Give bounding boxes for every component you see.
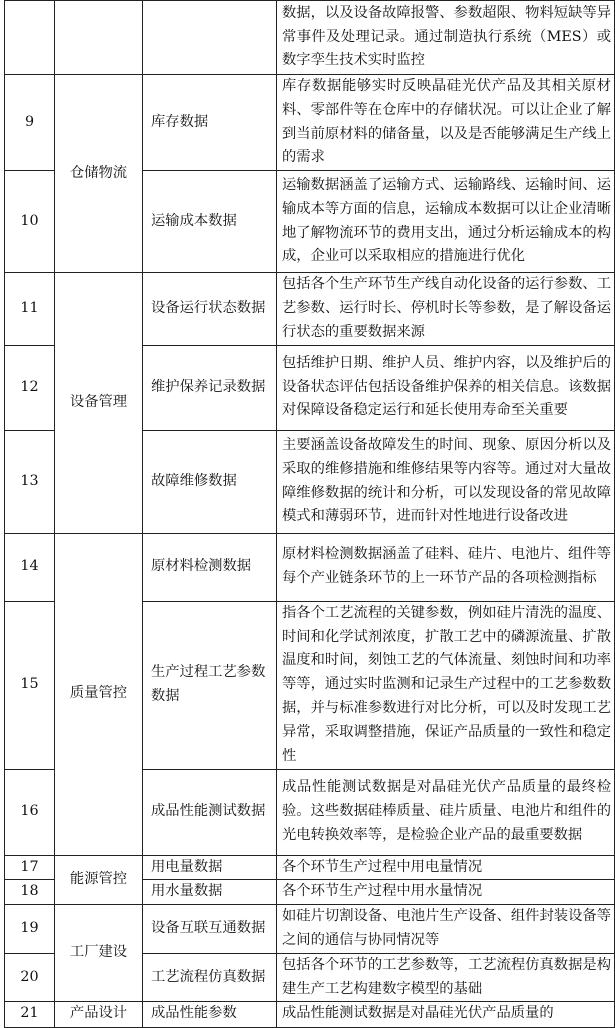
description-cell: 运输数据涵盖了运输方式、运输路线、运输时间、运输成本等方面的信息，运输成本数据可以让企业清晰地了解物流环节的费用支出，通过分析运输成本的构成，企业可以采取相应的措施进行优化: [277, 171, 615, 273]
data-item-cell: 设备互联互通数据: [143, 905, 277, 954]
row-number: 15: [5, 601, 55, 769]
table-row: [5, 905, 615, 954]
table-row: [5, 273, 615, 345]
data-item-cell: 工艺流程仿真数据: [143, 953, 277, 1002]
description-cell: 主要涵盖设备故障发生的时间、现象、原因分析以及采取的维修措施和维修结果等内容等。通过对大量故障维修数据的统计和分析，可以发现设备的常见故障模式和薄弱环节，进而针对性地进行设备改进: [277, 430, 615, 533]
data-item-cell: 运输成本数据: [143, 171, 277, 273]
description-cell: 数据，以及设备故障报警、参数超限、物料短缺等异常事件及处理记录。通过制造执行系统（MES）或数字孪生技术实时监控: [277, 1, 615, 75]
data-item-cell: 生产过程工艺参数数据: [143, 601, 277, 769]
data-category-table: [4, 0, 615, 1028]
table-row: [5, 75, 615, 171]
row-number: 12: [5, 345, 55, 430]
description-cell: 库存数据能够实时反映晶硅光伏产品及其相关原材料、零部件等在仓库中的存储状况。可以让企业了解到当前原材料的储备量，以及是否能够满足生产线上的需求: [277, 75, 615, 171]
table-row: [5, 533, 615, 601]
table-row: [5, 855, 615, 880]
row-number: 16: [5, 769, 55, 855]
data-item-cell: 成品性能参数: [143, 1002, 277, 1028]
description-cell: 指各个工艺流程的关键参数，例如硅片清洗的温度、时间和化学试剂浓度，扩散工艺中的磷源流量、扩散温度和时间，刻蚀工艺的气体流量、刻蚀时间和功率等等，通过实时监测和记录生产过程中的工艺参数数据，并与标准参数进行对比分析，可以及时发现工艺异常，采取调整措施，保证产品质量的一致性和稳定性: [277, 601, 615, 769]
table-row: [5, 1002, 615, 1028]
description-cell: 成品性能测试数据是对晶硅光伏产品质量的最终检验。这些数据硅棒质量、硅片质量、电池片和组件的光电转换效率等，是检验企业产品的最重要数据: [277, 769, 615, 855]
description-cell: 原材料检测数据涵盖了硅料、硅片、电池片、组件等每个产业链条环节的上一环节产品的各项检测指标: [277, 533, 615, 601]
data-item-cell: 设备运行状态数据: [143, 273, 277, 345]
category-cell: 能源管控: [55, 855, 143, 905]
row-number: 9: [5, 75, 55, 171]
data-item-cell: 用水量数据: [143, 880, 277, 905]
description-cell: 包括各个生产环节生产线自动化设备的运行参数、工艺参数、运行时长、停机时长等参数，是了解设备运行状态的重要数据来源: [277, 273, 615, 345]
row-number: 13: [5, 430, 55, 533]
data-item-cell: 成品性能测试数据: [143, 769, 277, 855]
data-item-cell: 故障维修数据: [143, 430, 277, 533]
row-number: 18: [5, 880, 55, 905]
category-cell: 工厂建设: [55, 905, 143, 1002]
data-item-cell: 用电量数据: [143, 855, 277, 880]
description-cell: 包括各个环节的工艺参数等，工艺流程仿真数据是构建生产工艺构建数字模型的基础: [277, 953, 615, 1002]
data-item-cell: 原材料检测数据: [143, 533, 277, 601]
category-cell: 仓储物流: [55, 75, 143, 273]
description-cell: 包括维护日期、维护人员、维护内容，以及维护后的设备状态评估包括设备维护保养的相关信息。该数据对保障设备稳定运行和延长使用寿命至关重要: [277, 345, 615, 430]
description-cell: 成品性能测试数据是对晶硅光伏产品质量的: [277, 1002, 615, 1028]
row-number: 14: [5, 533, 55, 601]
category-cell: 设备管理: [55, 273, 143, 533]
table-row: [5, 1, 615, 75]
row-number: 19: [5, 905, 55, 954]
data-item-cell: [143, 1, 277, 75]
data-item-cell: 库存数据: [143, 75, 277, 171]
category-cell: [55, 1, 143, 75]
description-cell: 如硅片切割设备、电池片生产设备、组件封装设备等之间的通信与协同情况等: [277, 905, 615, 954]
row-number: 20: [5, 953, 55, 1002]
category-cell: 质量管控: [55, 533, 143, 855]
description-cell: 各个环节生产过程中用电量情况: [277, 855, 615, 880]
description-cell: 各个环节生产过程中用水量情况: [277, 880, 615, 905]
row-number: 21: [5, 1002, 55, 1028]
row-number: 11: [5, 273, 55, 345]
data-item-cell: 维护保养记录数据: [143, 345, 277, 430]
row-number: [5, 1, 55, 75]
document-page: [4, 0, 614, 1022]
row-number: 17: [5, 855, 55, 880]
row-number: 10: [5, 171, 55, 273]
category-cell: 产品设计: [55, 1002, 143, 1028]
